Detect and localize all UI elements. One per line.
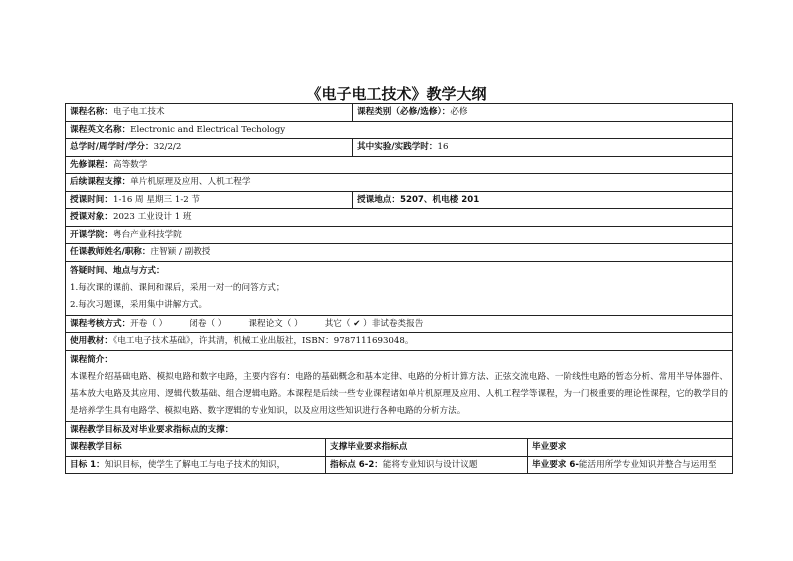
- prerequisite: 高等数学: [112, 159, 148, 170]
- label: 课程英文名称：: [70, 124, 131, 135]
- requirement-text: 能活用所学专业知识并整合与运用至: [578, 459, 717, 470]
- label: 授课对象：: [70, 212, 113, 222]
- row-course-name: [66, 104, 733, 122]
- label: 总学时/周学时/学分：: [70, 142, 154, 152]
- hours: 32/2/2: [153, 142, 182, 152]
- goal-text: 知识目标，使学生了解电工与电子技术的知识，: [104, 459, 286, 470]
- document-title: 《电子电工技术》教学大纲: [306, 85, 487, 103]
- exam-closed: 闭卷（ ）: [189, 318, 227, 329]
- qa-line: 1.每次课的课前、课间和课后，采用一对一的问答方式；: [70, 282, 285, 293]
- course-intro: 本课程介绍基础电路、模拟电路和数字电路，主要内容有：电路的基础概念和基本定律、电路的分析计算方法、正弦交流电路、一阶线性电路的暂态分析、常用半导体器件、基本放大电路及其应用、逻辑代数基础、组合逻辑电路。本课程是后续一些专业课程诸如单片机原理及应用、人机工程学等课程，为一门极重要的理论性课程，它的教学目的是培养学生具有电路学、模拟电路、数字逻辑的专业知识，以及应用这些知识进行各种电路的分析方法。: [70, 371, 729, 416]
- course-name: 电子电工技术: [112, 107, 165, 117]
- column-header: 支撑毕业要求指标点: [330, 442, 408, 452]
- label: 课程类别（必修/选修）：: [357, 107, 451, 117]
- label: 目标 1：: [70, 459, 105, 470]
- label: 开课学院：: [70, 229, 113, 240]
- college: 粤台产业科技学院: [112, 229, 182, 240]
- exam-open: 开卷（ ）: [130, 318, 168, 329]
- textbook: 《电工电子技术基础》，许其清，机械工业出版社，ISBN：9787111693048。: [112, 336, 414, 346]
- label: 其中实验/实践学时：: [357, 142, 438, 152]
- label: 答疑时间、地点与方式：: [70, 265, 165, 276]
- label: 课程名称：: [70, 107, 113, 117]
- qa-line: 2.每次习题课，采用集中讲解方式。: [70, 299, 208, 310]
- label: 指标点 6-2：: [330, 459, 383, 470]
- class-time: 1-16 周 星期三 1-2 节: [112, 194, 201, 205]
- target-students: 2023 工业设计 1 班: [112, 212, 192, 222]
- teacher: 庄智颖 / 副教授: [150, 247, 211, 257]
- course-english-name: Electronic and Electrical Techology: [130, 124, 286, 135]
- label: 课程简介：: [70, 354, 113, 365]
- label: 使用教材：: [70, 336, 113, 346]
- label: 授课时间：: [70, 194, 113, 205]
- exam-paper: 课程论文（ ）: [248, 318, 303, 329]
- label: 课程考核方式：: [70, 318, 131, 329]
- subsequent-courses: 单片机原理及应用、人机工程学: [130, 177, 251, 187]
- column-header: 毕业要求: [532, 442, 567, 452]
- label: 毕业要求 6-: [532, 459, 579, 470]
- label: 后续课程支撑：: [70, 177, 131, 187]
- syllabus-table: [65, 103, 733, 474]
- exam-other: 其它（ ✔ ）非试卷类报告: [324, 318, 424, 329]
- column-header: 课程教学目标: [70, 442, 122, 452]
- course-type: 必修: [450, 107, 468, 117]
- class-place: 5207、机电楼 201: [399, 194, 480, 205]
- indicator-text: 能将专业知识与设计议题: [382, 459, 478, 470]
- label: 任课教师姓名/职称：: [70, 247, 151, 257]
- label: 授课地点：: [357, 194, 400, 205]
- label: 课程教学目标及对毕业要求指标点的支撑：: [70, 424, 234, 435]
- lab-hours: 16: [437, 142, 449, 152]
- table-row: [66, 456, 733, 474]
- label: 先修课程：: [70, 159, 113, 170]
